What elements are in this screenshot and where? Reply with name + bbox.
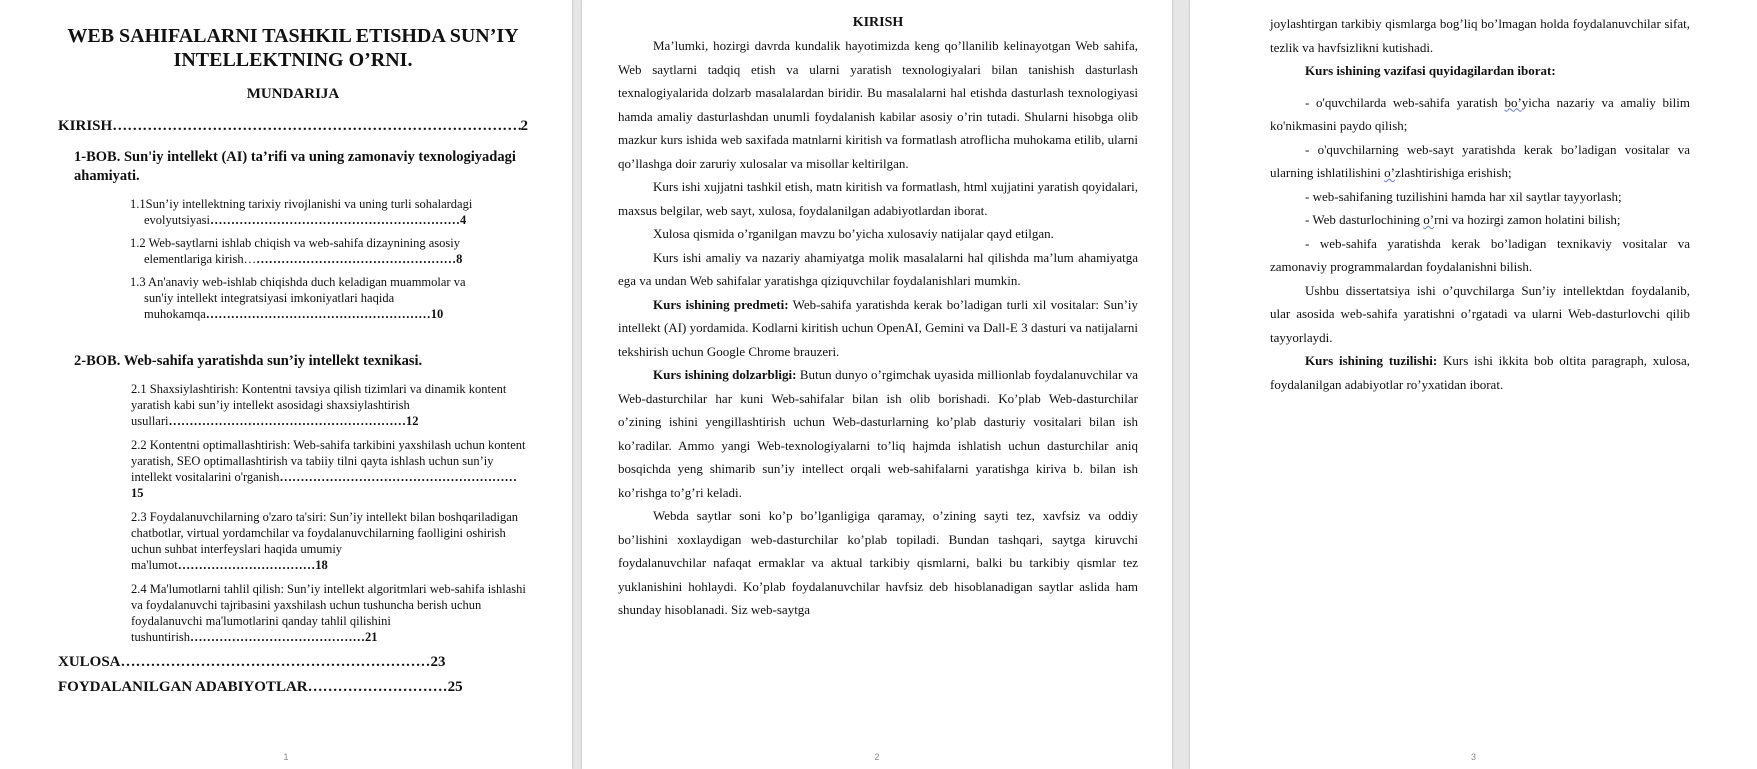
spellcheck-mark: o’ <box>1423 212 1435 227</box>
toc-page-number: 21 <box>365 630 378 644</box>
toc-leaders: ……………………………………………… <box>205 307 431 321</box>
toc-section-cont: evolyutsiyasi <box>144 213 210 227</box>
task-item <box>1270 185 1690 209</box>
toc-section-2-4[interactable] <box>131 581 526 645</box>
toc-section-text: 2.4 Ma'lumotlarni tahlil qilish: Sun’iy intellekt algoritmlari web-sahifa ishlashi va foydalanuvchi tajribasini yaxshilash uchun tushuncha berish uchun foydalanuvchi ma'lumotlarini qanday tahlil qilishini tushuntirish <box>131 582 526 644</box>
spellcheck-mark: o’ <box>1384 165 1395 180</box>
toc-entry-adabiyot[interactable] <box>58 678 528 697</box>
page-number: 1 <box>283 752 289 762</box>
toc-entry-kirish[interactable] <box>58 117 528 136</box>
toc-section-text: 2.1 Shaxsiylashtirish: Kontentni tavsiya qilish tizimlari va dinamik kontent yaratish kabi sun’iy intellekt asosidagi shaxsiylashtirish usullari <box>131 382 507 428</box>
task-text: - web-sahifa yaratishda kerak bo’ladigan texnikaviy vositalar va zamonaviy programmalardan foydalanishni bilish. <box>1270 235 1690 274</box>
toc-page-number: 12 <box>406 414 419 428</box>
task-text: - o'quvchilarning web-sayt yaratishda kerak bo’ladigan vositalar va ularning ishlatilishini <box>1270 141 1690 180</box>
toc-page-number: 10 <box>430 307 444 321</box>
toc-section-text-2: sun'iy intellekt integratsiyasi imkoniyatlari haqida <box>144 291 395 305</box>
paragraph: Ma’lumki, hozirgi davrda kundalik hayotimizda keng qo’llanilib kelinayotgan Web sahifa, Web saytlarni tadqiq etish va ularni yaratish texnologiyalari bilan tanishish dasturlash texnalogiyalarida dolzarb masalalardan biridir. Bu masalalarni hal etishda dasturlash texnologiyasi hamda amaliy dasturlashdan unumli foydalanish kabilar asosiy o’rin tutadi. Shularni hisobga olib mazkur kurs ishida web saxifada matnlarni kiritish va formatlash atroflicha muhokama etilib, ularni qo’llashga doir zaruriy xulosalar va misollar keltirilgan. <box>618 38 1138 171</box>
page-number: 2 <box>874 752 880 762</box>
toc-entry-label: XULOSA <box>58 654 121 670</box>
toc-page-number: 2 <box>520 118 528 134</box>
toc-leaders: …………………………………………………… <box>209 213 460 227</box>
toc-leaders: ………………………………………………… <box>168 414 406 428</box>
page-body <box>1270 12 1690 396</box>
paragraph-label: Kurs ishining tuzilishi: <box>1305 353 1438 368</box>
toc-entry-label: KIRISH <box>58 118 113 134</box>
page-body <box>618 12 1138 622</box>
tasks-heading-text: Kurs ishining vazifasi quyidagilardan iborat: <box>1305 63 1556 78</box>
paragraph: Kurs ishi xujjatni tashkil etish, matn kiritish va formatlash, html xujjatini yaratish qoyidalari, maxsus belgilar, web sayt, xulosa, foydalanilgan adabiyotlardan iborat. <box>618 179 1138 218</box>
paragraph: Xulosa qismida o’rganilgan mavzu bo’yicha xulosaviy natijalar qayd etilgan. <box>653 226 1054 241</box>
paragraph-continuation: joylashtirgan tarkibiy qismlarga bog’liq bo’lmagan holda foydalanuvchilar sifat, tezlik va havfsizlikni kutishadi. <box>1270 16 1690 55</box>
toc-leaders: ………………………………………………… <box>279 470 518 484</box>
task-text: rni va hozirgi zamon holatini bilish; <box>1434 212 1621 227</box>
toc-section-1-2[interactable] <box>130 235 530 267</box>
paragraph-text: Kurs ishi ikkita bob oltita paragraph, xulosa, foydalanilgan adabiyotlar ro’yxatidan iborat. <box>1270 353 1690 392</box>
toc-page-number: 15 <box>131 486 144 500</box>
toc-heading: MUNDARIJA <box>246 86 340 102</box>
toc-entry-label: FOYDALANILGAN ADABIYOTLAR <box>58 679 308 695</box>
paragraph-dolzarblik <box>618 363 1138 504</box>
toc-section-1-3[interactable] <box>130 274 530 322</box>
section-heading: KIRISH <box>852 15 904 30</box>
toc-leaders <box>112 117 520 136</box>
toc-section-cont: elementlariga kirish… <box>144 252 257 266</box>
toc-page-number: 18 <box>315 558 328 572</box>
task-item <box>1270 232 1690 279</box>
toc-section-1-1[interactable] <box>130 196 530 228</box>
toc-section-text: 2.2 Kontentni optimallashtirish: Web-sahifa tarkibini yaxshilash uchun kontent yaratish, SEO optimallashtirish va tabiiy tilni qayta ishlash uchun sun’iy intellekt vositalarini o'rganish <box>131 438 526 484</box>
toc-leaders: …………………………………… <box>190 630 366 644</box>
toc-section-text: 1.1Sun’iy intellektning tarixiy rivojlanishi va uning turli sohalardagi <box>130 197 473 211</box>
paragraph-label: Kurs ishining dolzarbligi: <box>653 367 797 382</box>
toc-leaders <box>121 653 431 672</box>
task-text: - Web dasturlochining <box>1305 212 1424 227</box>
paragraph: Webda saytlar soni ko’p bo’lganligiga qaramay, o’zining sayti tez, xavfsiz va oddiy bo’lishini xoxlaydigan web-dasturchilar ko’plab topiladi. Bundan tashqari, saytga kiruvchi foydalanuvchilar nafaqat ermaklar va aktual tarkibiy qismlarni, balki bu tarkibiy qismlar tez yuklanishini hohlaydi. Ko’plab foydalanuvchilar havfsiz deb hisoblanadigan saytlar aslida ham shunday hisoblanadi. Siz web-saytga <box>618 508 1138 617</box>
document-title: WEB SAHIFALARNI TASHKIL ETISHDA SUN’IY INTELLEKTNING O’RNI. <box>67 25 519 71</box>
task-item <box>1270 91 1690 138</box>
paragraph-label: Kurs ishining predmeti: <box>653 296 789 312</box>
toc-leaders: ………………………………………… <box>256 252 457 266</box>
toc-page-number: 25 <box>447 679 463 695</box>
toc-section-text: 1.3 An'anaviy web-ishlab chiqishda duch keladigan muammolar va <box>130 275 466 289</box>
toc-leaders: …………………………… <box>177 558 316 572</box>
page-number: 3 <box>1470 752 1476 762</box>
toc-section-text: 2.3 Foydalanuvchilarning o'zaro ta'siri: Sun’iy intellekt bilan boshqariladigan chatbotlar, virtual yordamchilar va foydalanuvchilarning faolligini oshirish uchun suhbat interfeyslari haqida umumiy ma'lumot <box>131 510 519 572</box>
paragraph-text: Butun dunyo o’rgimchak uyasida millionlab foydalanuvchilar va Web-dasturchilar har kuni Web-sahifalar bilan ish olib borishadi. Ko’plab Web-dasturchilar o’zining ishini yengillashtirish uchun Web-dasturlarning ko’plab dasturiy vositalari bilan ish ko’radilar. Ammo yangi Web-texnologiyalarni to’liq hajmda ishlatish uchun dasturchilar aniq bosqichda yeng shimarib sun’iy intellect orqali web-sahifalarni yaratishga kiriva b. bilan ish ko’rishga to’g’ri keladi. <box>618 367 1138 500</box>
toc-chapter-1[interactable]: 1-BOB. Sun'iy intellekt (AI) ta’rifi va uning zamonaviy texnologiyadagi ahamiyati. <box>74 149 516 184</box>
toc-chapter-2[interactable]: 2-BOB. Web-sahifa yaratishda sun’iy intellekt texnikasi. <box>74 353 423 369</box>
document-page-1 <box>0 0 572 769</box>
toc-section-2-2[interactable] <box>131 437 526 501</box>
toc-page-number: 4 <box>459 213 467 227</box>
spellcheck-mark: bo’ <box>1504 94 1522 110</box>
toc-page-number: 8 <box>456 252 463 266</box>
tasks-heading <box>1270 59 1690 83</box>
toc-section-2-1[interactable] <box>131 381 526 429</box>
toc-section-2-3[interactable] <box>131 509 526 573</box>
paragraph: Kurs ishi amaliy va nazariy ahamiyatga molik masalalarni hal qilishda ma’lum ahamiyatga ega va undan Web sahifalar yaratishga qiziquvchilar foydalanishlari mumkin. <box>618 249 1138 288</box>
toc-leaders <box>308 678 448 697</box>
toc-section-text: 1.2 Web-saytlarni ishlab chiqish va web-sahifa dizaynining asosiy <box>130 236 460 250</box>
toc-entry-xulosa[interactable] <box>58 653 528 672</box>
document-page-2 <box>582 0 1172 769</box>
toc-section-cont: muhokamqa <box>144 307 206 321</box>
task-text: yicha nazariy va amaliy bilim ko'nikmasini paydo qilish; <box>1270 94 1690 133</box>
paragraph-text: Web-sahifa yaratishda kerak bo’ladigan turli xil vositalar: Sun’iy intellekt (AI) yordamida. Kodlarni kiritish uchun OpenAI, Gemini va Dall-E 3 dasturi va natijalarni tekshirish uchun Google Chrome brauzeri. <box>618 296 1139 359</box>
document-page-3 <box>1190 0 1757 769</box>
task-text: zlashtirishiga erishish; <box>1394 165 1512 180</box>
task-text: - o'quvchilarda web-sahifa yaratish <box>1305 94 1505 110</box>
paragraph-summary: Ushbu dissertatsiya ishi o’quvchilarga Sun’iy intellektdan foydalanib, ular asosida web-sahifa yaratishni o’rgatadi va ularni Web-dasturlovchi qilib tayyorlaydi. <box>1270 282 1690 345</box>
paragraph-structure <box>1270 349 1690 396</box>
toc-page-number: 23 <box>430 654 446 670</box>
task-item <box>1270 138 1690 185</box>
task-item <box>1270 208 1690 232</box>
paragraph-predmet <box>618 293 1138 364</box>
task-text: - web-sahifaning tuzilishini hamda har xil saytlar tayyorlash; <box>1305 188 1622 204</box>
